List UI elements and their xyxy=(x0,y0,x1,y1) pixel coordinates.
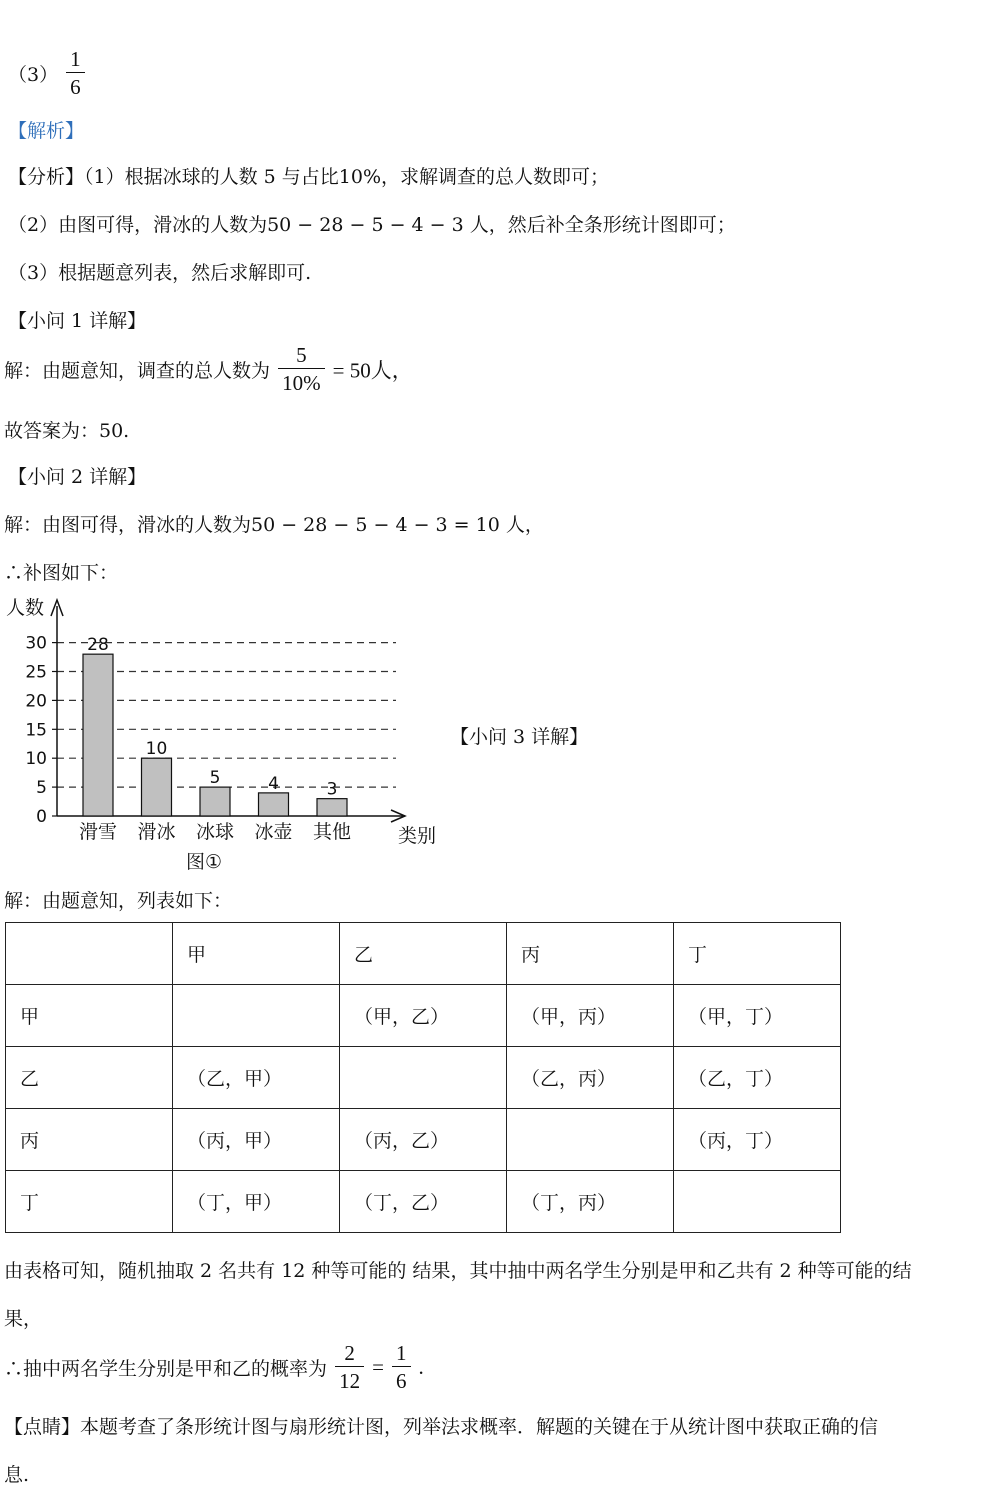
probability-fraction-2 xyxy=(392,1340,411,1395)
category-label: 冰壶 xyxy=(254,821,293,843)
fraction-numerator: 5 xyxy=(278,342,325,369)
q2-supplement: ∴补图如下： xyxy=(4,562,119,584)
probability-fraction-1 xyxy=(335,1340,364,1395)
table-cell: （丁，甲） xyxy=(173,1171,340,1233)
fraction-numerator: 1 xyxy=(66,46,85,73)
conclusion-line-2: 果， xyxy=(4,1308,43,1330)
table-row xyxy=(6,1171,841,1233)
bar xyxy=(259,793,289,816)
bar-value-label: 4 xyxy=(268,773,279,794)
fraction-numerator: 1 xyxy=(392,1340,411,1367)
answer-3-label: （3） xyxy=(8,64,59,86)
analysis-line-3: （3）根据题意列表，然后求解即可. xyxy=(8,262,312,284)
x-axis-label: 类别 xyxy=(398,825,437,847)
q1-title: 【小问 1 详解】 xyxy=(8,310,147,332)
y-tick-label: 20 xyxy=(25,691,47,712)
table-cell: （乙，丙） xyxy=(507,1047,674,1109)
y-tick-label: 15 xyxy=(25,720,47,741)
jiexi-heading: 【解析】 xyxy=(8,120,85,142)
bar-chart xyxy=(0,592,450,872)
dianjing-line-2: 息. xyxy=(4,1464,30,1486)
table-header-cell: 甲 xyxy=(173,923,340,985)
table-header-cell: 丁 xyxy=(674,923,841,985)
table-row-header: 甲 xyxy=(6,985,173,1047)
bar xyxy=(83,654,113,816)
table-cell: （丙，丁） xyxy=(674,1109,841,1171)
table-cell: （丁，乙） xyxy=(340,1171,507,1233)
table-row-header: 乙 xyxy=(6,1047,173,1109)
y-tick-label: 25 xyxy=(25,662,47,683)
q2-solution: 解：由图可得，滑冰的人数为50 − 28 − 5 − 4 − 3 = 10 人， xyxy=(4,514,544,536)
bar-value-label: 10 xyxy=(145,739,168,760)
category-label: 冰球 xyxy=(195,821,235,843)
fraction-numerator: 2 xyxy=(335,1340,364,1367)
table-row-header: 丙 xyxy=(6,1109,173,1171)
table-header-cell: 丙 xyxy=(507,923,674,985)
table-row xyxy=(6,1047,841,1109)
q3-intro: 解：由题意知，列表如下： xyxy=(4,890,233,912)
conclusion-line-1: 由表格可知，随机抽取 2 名共有 12 种等可能的 结果，其中抽中两名学生分别是甲和乙共有 2 种等可能的结 xyxy=(4,1260,912,1282)
category-label: 其他 xyxy=(312,821,352,843)
table-header-cell: 乙 xyxy=(340,923,507,985)
table-row xyxy=(6,1109,841,1171)
fraction-denominator: 10% xyxy=(282,371,321,395)
y-tick-label: 0 xyxy=(36,807,47,827)
table-cell: （甲，丁） xyxy=(674,985,841,1047)
answer-3-fraction xyxy=(66,46,85,101)
category-label: 滑冰 xyxy=(137,821,176,843)
q1-answer: 故答案为：50. xyxy=(4,420,130,442)
q1-solution xyxy=(4,342,413,397)
table-cell xyxy=(507,1109,674,1171)
dianjing-tag: 【点睛】 xyxy=(4,1416,81,1438)
y-tick-label: 30 xyxy=(25,633,47,654)
table-cell: （甲，乙） xyxy=(340,985,507,1047)
q1-fraction xyxy=(278,342,325,397)
chart-caption: 图① xyxy=(186,851,223,872)
table-row xyxy=(6,985,841,1047)
probability-text: ∴抽中两名学生分别是甲和乙的概率为 xyxy=(4,1358,328,1380)
analysis-line-2: （2）由图可得，滑冰的人数为50 − 28 − 5 − 4 − 3 人，然后补全条形统计图即可； xyxy=(8,214,736,236)
equals-sign: = xyxy=(372,1355,384,1379)
table-cell: （丙，乙） xyxy=(340,1109,507,1171)
analysis-text-1: （1）根据冰球的人数 5 与占比10%，求解调查的总人数即可； xyxy=(84,166,610,188)
table-cell xyxy=(340,1047,507,1109)
table-header-cell xyxy=(6,923,173,985)
bar-value-label: 5 xyxy=(209,768,221,789)
y-axis-label: 人数 xyxy=(6,597,45,619)
probability-line xyxy=(4,1340,424,1395)
bar xyxy=(142,758,172,816)
bar xyxy=(317,799,347,816)
answer-3 xyxy=(8,46,87,101)
table-row-header: 丁 xyxy=(6,1171,173,1233)
table-cell: （乙，甲） xyxy=(173,1047,340,1109)
table-cell: （乙，丁） xyxy=(674,1047,841,1109)
period: . xyxy=(418,1355,424,1379)
fraction-denominator: 12 xyxy=(339,1369,361,1393)
dianjing-text: 本题考查了条形统计图与扇形统计图，列举法求概率．解题的关键在于从统计图中获取正确的信 xyxy=(80,1416,879,1438)
q3-title: 【小问 3 详解】 xyxy=(450,726,589,748)
fraction-denominator: 6 xyxy=(396,1369,407,1393)
q1-result: = 50人， xyxy=(332,358,413,383)
analysis-line-1 xyxy=(8,162,609,189)
y-tick-label: 5 xyxy=(36,778,47,799)
table-cell: （丙，甲） xyxy=(173,1109,340,1171)
table-row xyxy=(6,923,841,985)
q2-title: 【小问 2 详解】 xyxy=(8,466,147,488)
table-cell xyxy=(173,985,340,1047)
q1-solution-text: 解：由题意知，调查的总人数为 xyxy=(4,360,271,382)
analysis-tag: 【分析】 xyxy=(8,166,85,188)
dianjing-line-1 xyxy=(4,1412,878,1439)
outcome-table xyxy=(5,922,841,1233)
bar-value-label: 28 xyxy=(87,635,109,656)
table-cell: （甲，丙） xyxy=(507,985,674,1047)
fraction-denominator: 6 xyxy=(70,75,81,99)
category-label: 滑雪 xyxy=(78,821,118,843)
y-tick-label: 10 xyxy=(25,749,47,770)
table-cell xyxy=(674,1171,841,1233)
bar xyxy=(200,787,230,816)
bar-value-label: 3 xyxy=(326,779,338,800)
table-cell: （丁，丙） xyxy=(507,1171,674,1233)
